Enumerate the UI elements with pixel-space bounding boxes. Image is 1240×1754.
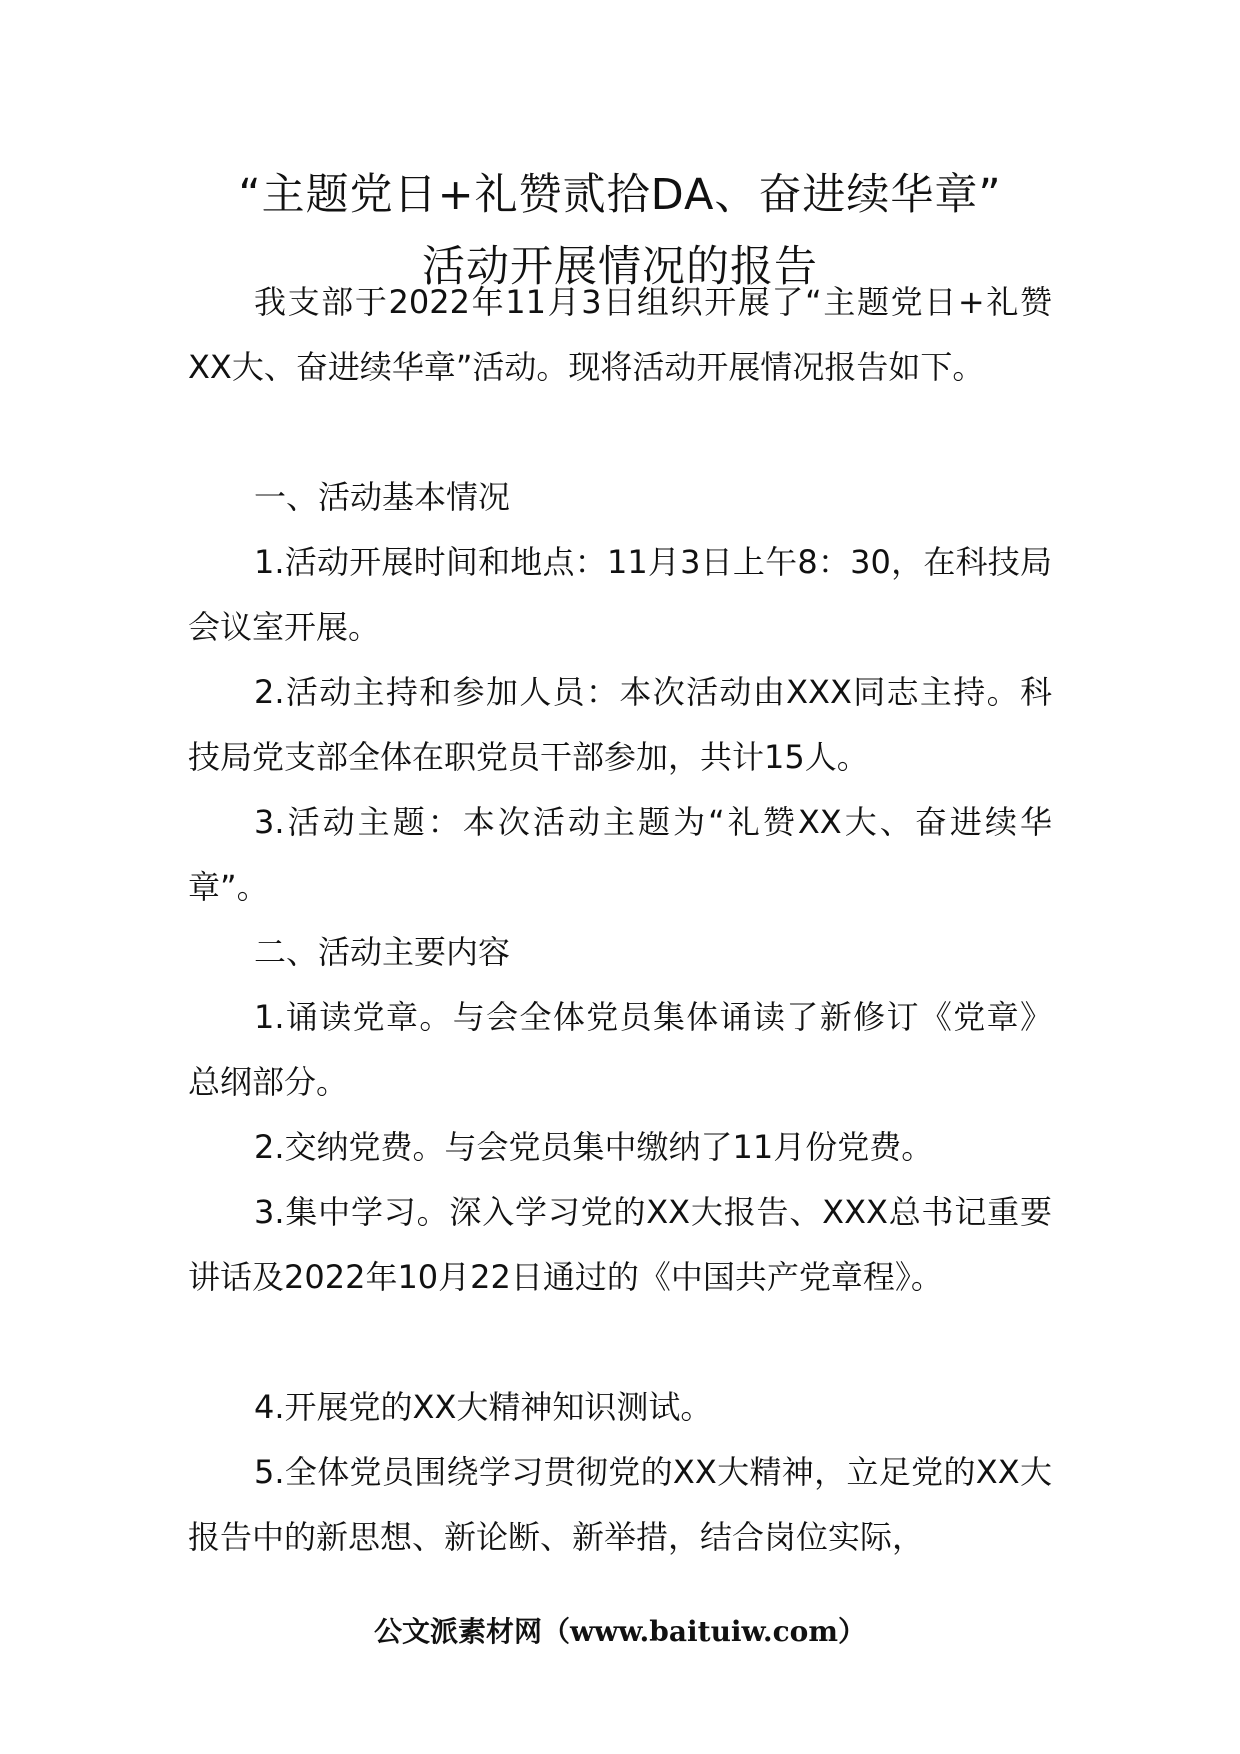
paragraph-party-dues: 2.交纳党费。与会党员集中缴纳了11月份党费。 (254, 1128, 934, 1166)
footer-watermark: 公文派素材网（www.baituiw.com） (374, 1615, 866, 1648)
paragraph-knowledge-test: 4.开展党的XX大精神知识测试。 (254, 1388, 713, 1426)
document-title-line-2: 活动开展情况的报告 (422, 242, 818, 292)
paragraph-host-participants: 2.活动主持和参加人员：本次活动由XXX同志主持。科技局党支部全体在职党员干部参加，共计15人。 (188, 673, 1052, 776)
section-heading-2: 二、活动主要内容 (254, 933, 511, 971)
paragraph-time-location: 1.活动开展时间和地点：11月3日上午8：30，在科技局会议室开展。 (188, 543, 1052, 646)
intro-paragraph: 我支部于2022年11月3日组织开展了“主题党日+礼赞XX大、奋进续华章”活动。现将活动开展情况报告如下。 (188, 283, 1052, 386)
paragraph-study: 3.集中学习。深入学习党的XX大报告、XXX总书记重要讲话及2022年10月22日通过的《中国共产党章程》。 (188, 1193, 1052, 1296)
document-title-line-1: “主题党日+礼赞贰拾DA、奋进续华章” (238, 170, 1002, 220)
paragraph-discussion: 5.全体党员围绕学习贯彻党的XX大精神，立足党的XX大报告中的新思想、新论断、新举措，结合岗位实际， (188, 1453, 1052, 1556)
paragraph-theme: 3.活动主题：本次活动主题为“礼赞XX大、奋进续华章”。 (188, 803, 1052, 906)
section-heading-1: 一、活动基本情况 (254, 478, 511, 516)
paragraph-read-charter: 1.诵读党章。与会全体党员集体诵读了新修订《党章》总纲部分。 (188, 998, 1052, 1101)
